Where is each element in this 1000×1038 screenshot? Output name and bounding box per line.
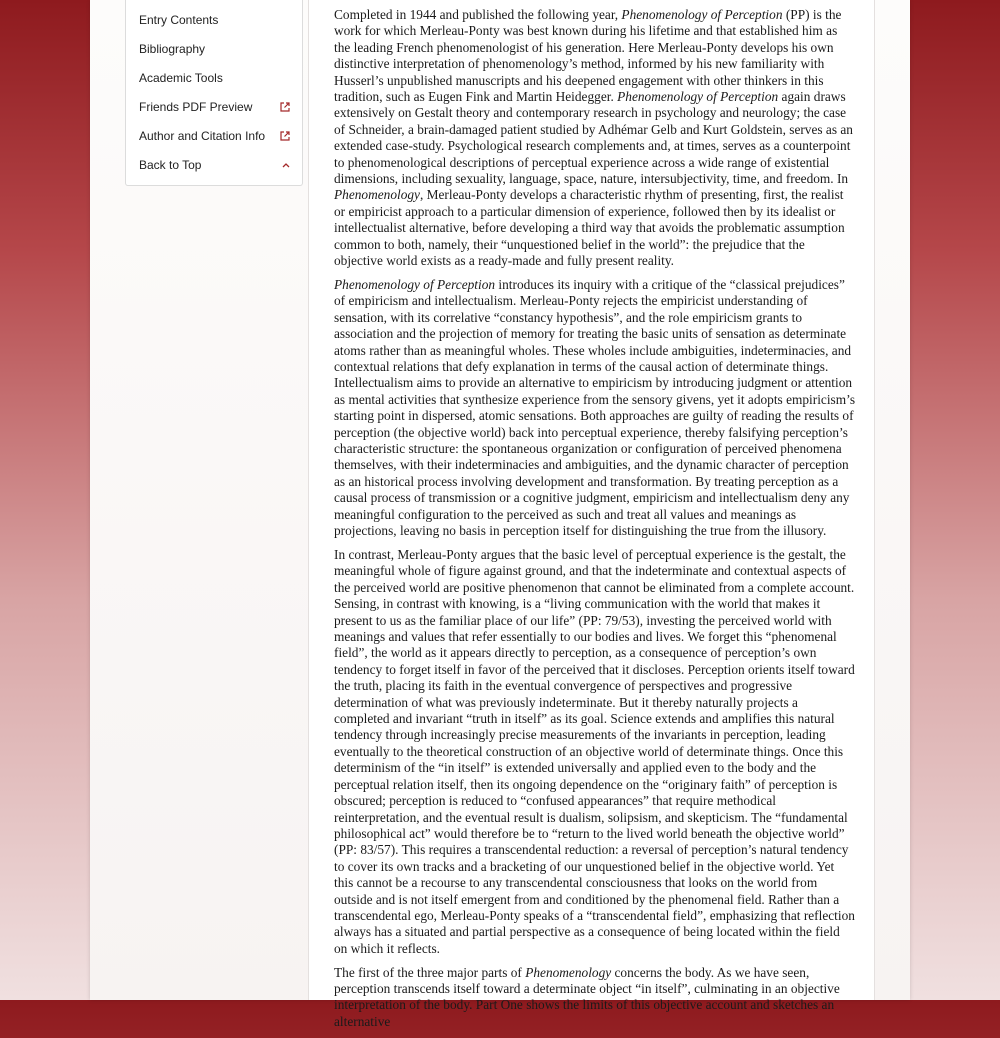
sidebar-item-label: Friends PDF Preview	[139, 100, 253, 114]
page-background	[90, 0, 910, 1029]
article-body	[334, 7, 856, 1038]
article-main	[308, 0, 875, 1029]
paragraph: Completed in 1944 and published the following year, Phenomenology of Perception (PP) is the work for which Merleau-Ponty was best known during his lifetime and that established him as the leading French phenomenologist of his generation. Here Merleau-Ponty develops his own distinctive interpretation of phenomenology’s method, informed by his new familiarity with Husserl’s unpublished manuscripts and his deepened engagement with other thinkers in this tradition, such as Eugen Fink and Martin Heidegger. Phenomenology of Perception again draws extensively on Gestalt theory and contemporary research in psychology and neurology; the case of Schneider, a brain-damaged patient studied by Adhémar Gelb and Kurt Goldstein, serves as an extended case-study. Psychological research complements and, at times, serves as a counterpoint to phenomenological descriptions of perceptual experience across a wide range of existential dimensions, including sexuality, language, space, nature, intersubjectivity, time, and freedom. In Phenomenology, Merleau-Ponty develops a characteristic rhythm of presenting, first, the realist or empiricist approach to a particular dimension of experience, followed then by its idealist or intellectualist alternative, before developing a third way that avoids the problematic assumption common to both, namely, their “unquestioned belief in the world”: the prejudice that the objective world exists as a ready-made and fully present reality.	[334, 7, 853, 269]
sidebar-item-label: Back to Top	[139, 158, 202, 172]
external-link-icon	[280, 93, 290, 122]
work-title: Phenomenology	[334, 187, 420, 203]
sidebar-item-academic-tools[interactable]	[126, 64, 302, 93]
sidebar-item-author-citation-info[interactable]	[126, 122, 302, 151]
sidebar-item-bibliography[interactable]	[126, 35, 302, 64]
entry-sidebar	[125, 0, 303, 186]
work-title: Phenomenology of Perception	[621, 7, 783, 22]
sidebar-item-entry-contents[interactable]	[126, 6, 302, 35]
sidebar-item-label: Academic Tools	[139, 71, 223, 85]
work-title: Phenomenology	[525, 964, 612, 980]
work-title: Phenomenology of Perception	[617, 89, 779, 105]
work-title: Phenomenology of Perception	[334, 277, 496, 292]
sidebar-item-label: Entry Contents	[139, 13, 219, 27]
sidebar-menu	[126, 0, 302, 180]
sidebar-item-friends-pdf-preview[interactable]	[126, 93, 302, 122]
sidebar-item-label: Bibliography	[139, 42, 206, 56]
paragraph: In contrast, Merleau-Ponty argues that the basic level of perceptual experience is the gestalt, the meaningful whole of figure against ground, and that the indeterminate and contextual aspects of the perceived world are positive phenomenon that cannot be eliminated from a complete account. Sensing, in contrast with knowing, is a “living communication with the world that makes it present to us as the familiar place of our life” (PP: 79/53), investing the perceived world with meanings and values that refer essentially to our bodies and lives. We forget this “phenomenal field”, the world as it appears directly to perception, as a consequence of perception’s own tendency to forget itself in favor of the perceived that it discloses. Perception orients itself toward the truth, placing its faith in the eventual convergence of perspectives and progressive determination of what was previously indeterminate. But it thereby naturally projects a completed and invariant “truth in itself” as its goal. Science extends and amplifies this natural tendency through increasingly precise measurements of the invariants in perception, leading eventually to the theoretical construction of an objective world of determinate things. Once this determinism of the “in itself” is extended universally and applied even to the body and the perceptual relation itself, then its ongoing dependence on the “originary faith” of perception is obscured; perception is reduced to “confused appearances” that require methodical reinterpretation, and the eventual result is dualism, solipsism, and skepticism. The “fundamental philosophical act” would therefore be to “return to the lived world beneath the objective world” (PP: 83/57). This requires a transcendental reduction: a reversal of perception’s natural tendency to cover its own tracks and a bracketing of our unquestioned belief in the objective world. Yet this cannot be a recourse to any transcendental consciousness that looks on the world from outside and is not itself emergent from and conditioned by the phenomenal field. Rather than a transcendental ego, Merleau-Ponty speaks of a “transcendental field”, emphasizing that reflection always has a situated and partial perspective as a consequence of being located within the field on which it reflects.	[334, 547, 855, 956]
paragraph: Phenomenology of Perception introduces its inquiry with a critique of the “classical prejudices” of empiricism and intellectualism. Merleau-Ponty rejects the empiricist understanding of sensation, with its correlative “constancy hypothesis”, and the role empiricism grants to association and the projection of memory for treating the basic units of sensation as determinate atoms rather than as meaningful wholes. These wholes include ambiguities, indeterminacies, and contextual relations that defy explanation in terms of the causal action of determinate things. Intellectualism aims to provide an alternative to empiricism by introducing judgment or attention as mental activities that synthesize experience from the sensory givens, yet it adopts empiricism’s starting point in dispersed, atomic sensations. Both approaches are guilty of reading the results of perception (the objective world) back into perceptual experience, thereby falsifying perception’s characteristic structure: the spontaneous organization or configuration of perceived phenomena themselves, with their indeterminacies and ambiguities, and the dynamic character of perception as an historical process involving development and transformation. By treating perception as a causal process of transmission or a cognitive judgment, empiricism and intellectualism deny any meaningful configuration to the perceived as such and treat all values and meanings as projections, leaving no basis in perception itself for distinguishing the true from the illusory.	[334, 277, 856, 539]
paragraph: The first of the three major parts of Phenomenology concerns the body. As we have seen, perception transcends itself toward a determinate object “in itself”, culminating in an objective interpretation of the body. Part One shows the limits of this objective account and sketches an alternative	[334, 964, 840, 1029]
sidebar-item-label: Author and Citation Info	[139, 129, 266, 143]
sidebar-item-back-to-top[interactable]	[126, 151, 302, 180]
external-link-icon	[280, 122, 290, 151]
chevron-up-icon	[282, 151, 290, 180]
